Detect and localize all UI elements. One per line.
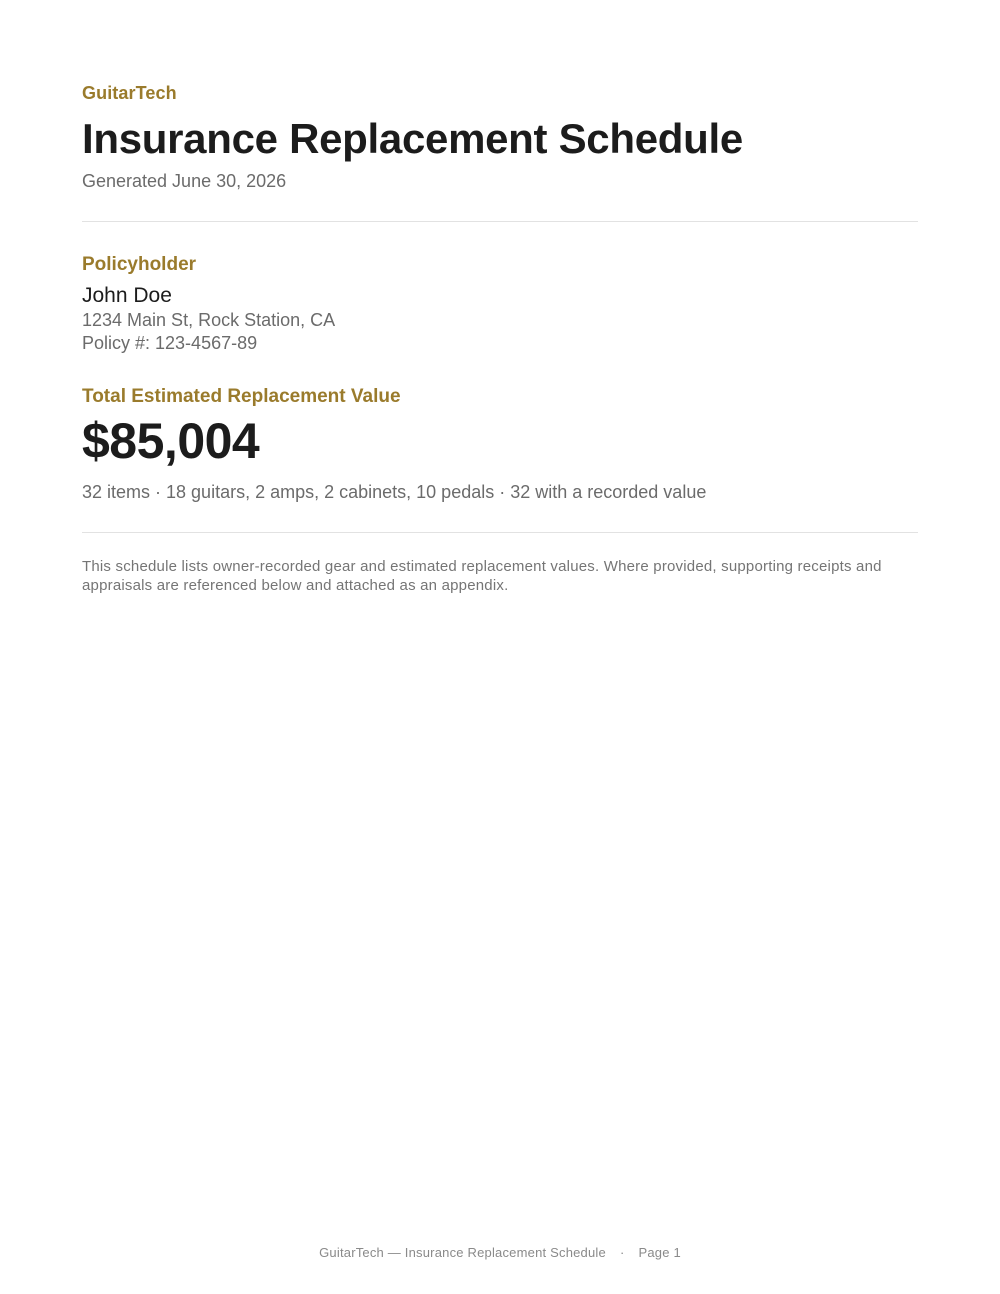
schedule-note: This schedule lists owner-recorded gear and estimated replacement values. Where provided, supporting receipts and appraisals are referenced below and attached as an appendix. [82, 558, 882, 594]
policyholder-heading: Policyholder [82, 254, 197, 275]
page-number: Page 1 [638, 1245, 681, 1260]
inventory-summary: 32 items · 18 guitars, 2 amps, 2 cabinets, 10 pedals · 32 with a recorded value [82, 482, 707, 502]
footer-document-title: GuitarTech — Insurance Replacement Schedule [319, 1245, 606, 1260]
divider [82, 221, 918, 222]
policy-number: Policy #: 123-4567-89 [82, 333, 258, 353]
policyholder-address: 1234 Main St, Rock Station, CA [82, 310, 336, 330]
page-title: Insurance Replacement Schedule [82, 115, 743, 162]
brand-name: GuitarTech [82, 83, 177, 103]
policyholder-name: John Doe [82, 284, 172, 307]
page-footer [0, 1245, 1000, 1260]
total-value-heading: Total Estimated Replacement Value [82, 386, 401, 407]
footer-separator: · [619, 1245, 625, 1260]
generated-date: Generated June 30, 2026 [82, 171, 287, 191]
total-value-amount: $85,004 [82, 413, 260, 469]
divider [82, 532, 918, 533]
